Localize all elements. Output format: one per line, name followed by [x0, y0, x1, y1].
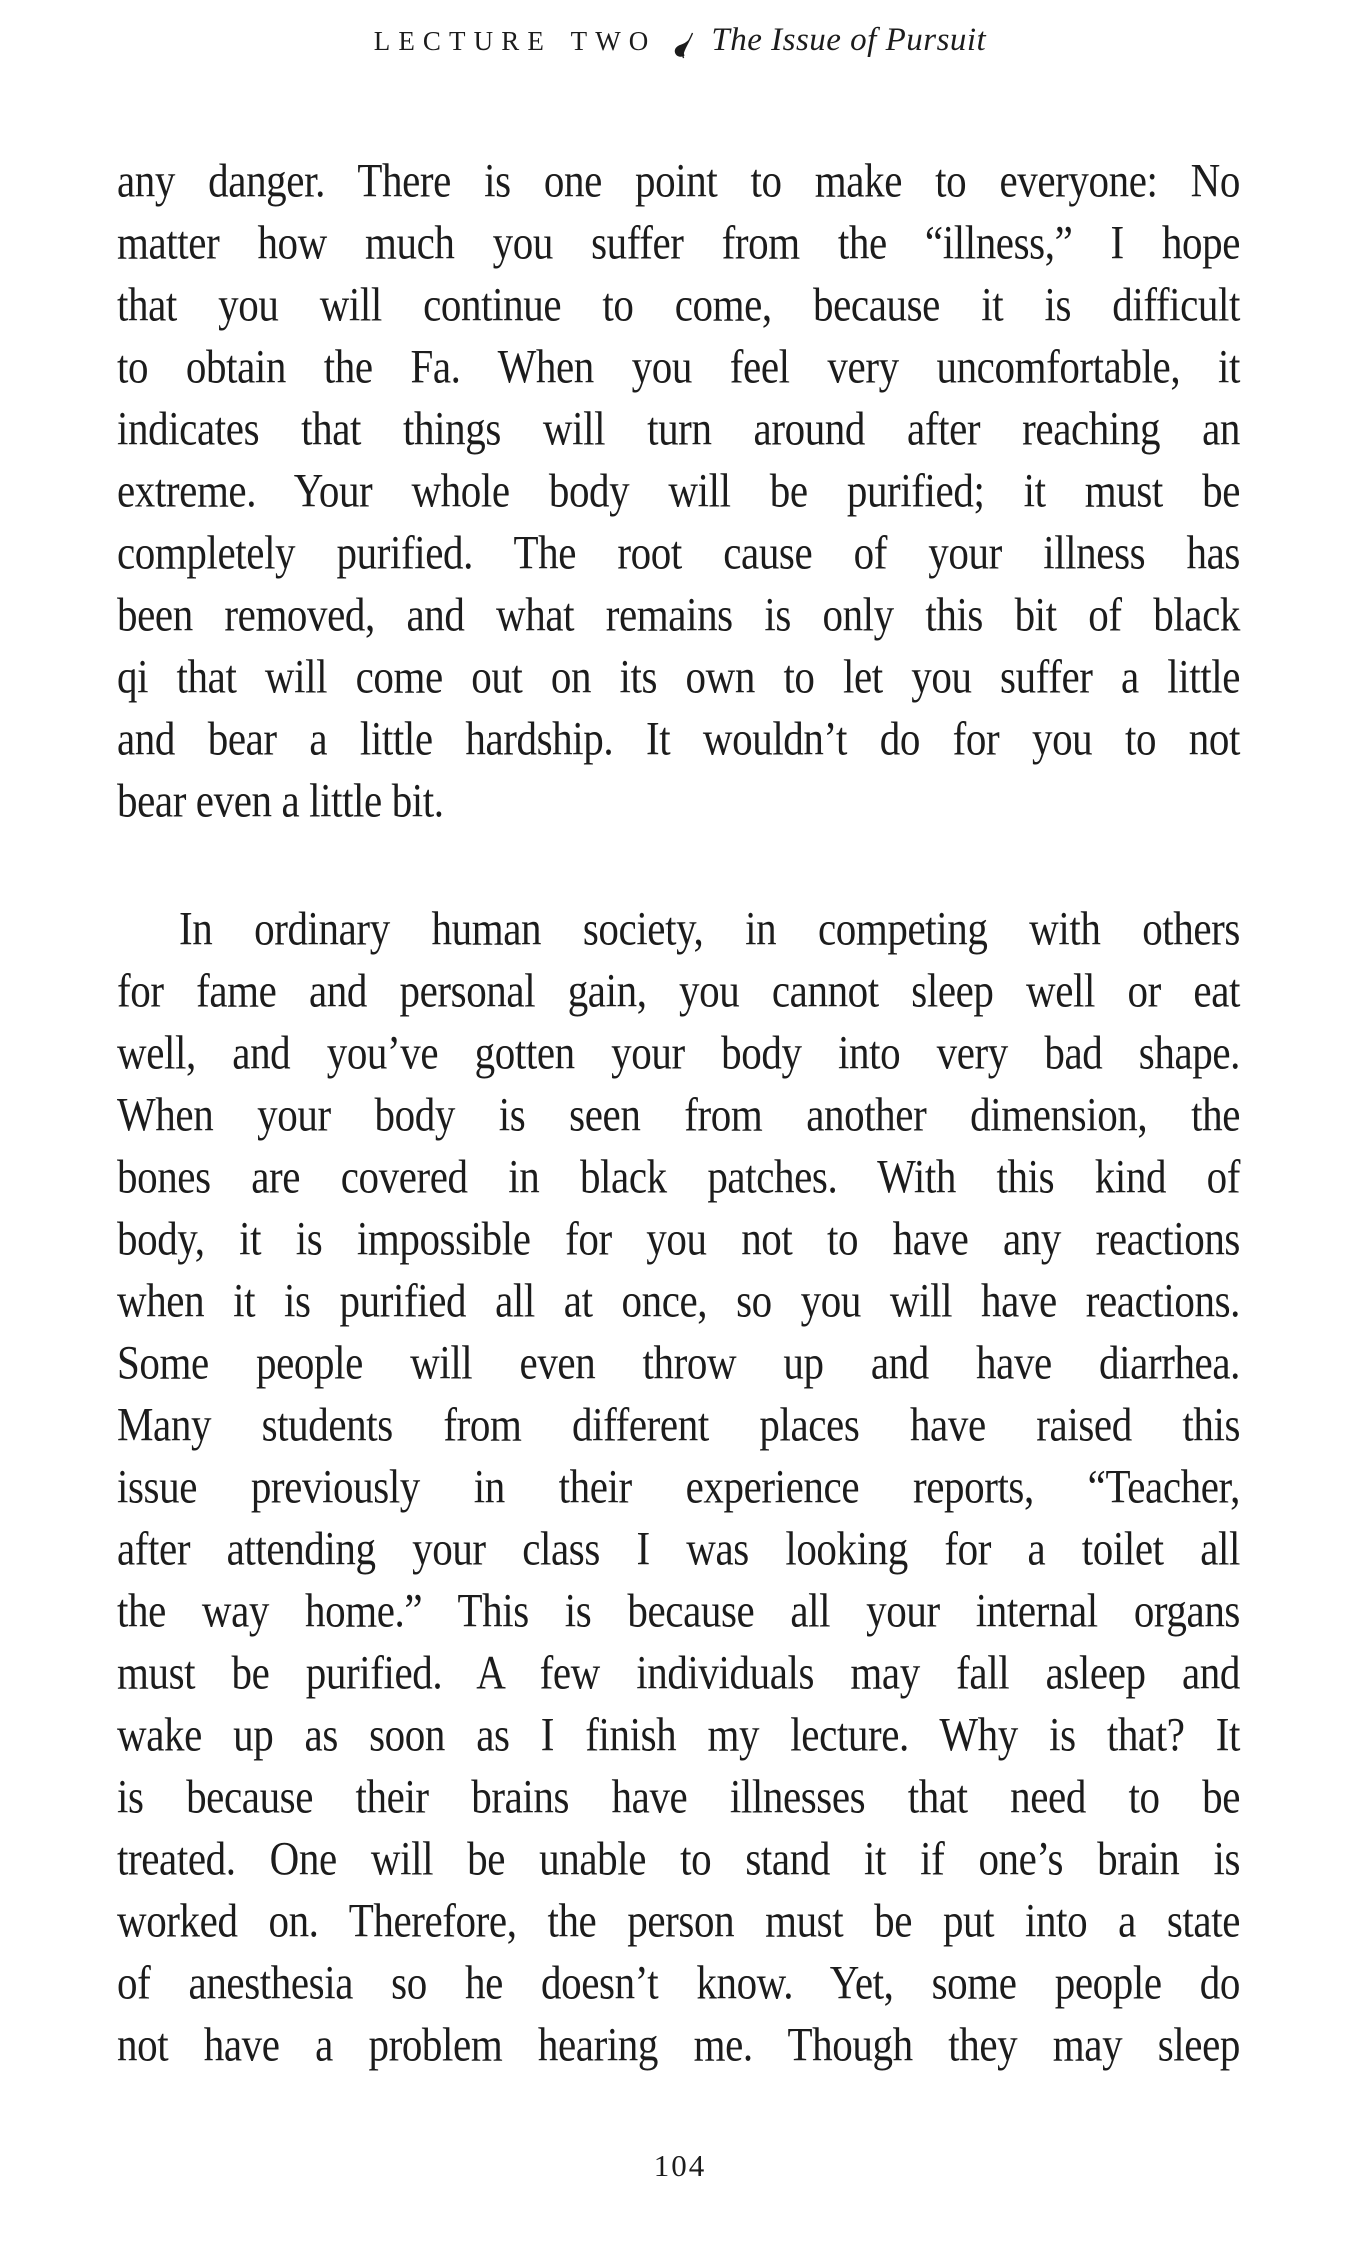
text-line: that you will continue to come, because it is difficult — [117, 277, 1240, 332]
text-line: not have a problem hearing me. Though they may sleep — [117, 2017, 1240, 2072]
text-line: been removed, and what remains is only this bit of black — [117, 587, 1240, 642]
text-line: bear even a little bit. — [117, 773, 444, 828]
text-line: well, and you’ve gotten your body into very bad shape. — [117, 1025, 1240, 1080]
running-head-section: LECTURE TWO — [373, 26, 657, 56]
text-line: qi that will come out on its own to let you suffer a little — [117, 649, 1240, 704]
text-line: and bear a little hardship. It wouldn’t do for you to not — [117, 711, 1240, 766]
page-number: 104 — [653, 2148, 707, 2183]
text-line: Some people will even throw up and have diarrhea. — [117, 1335, 1240, 1390]
hedera-leaf-icon — [671, 30, 696, 59]
text-line: worked on. Therefore, the person must be put into a state — [117, 1893, 1240, 1948]
running-head-title: The Issue of Pursuit — [711, 22, 987, 58]
text-line: treated. One will be unable to stand it if one’s brain is — [117, 1831, 1240, 1886]
text-line: is because their brains have illnesses that need to be — [117, 1769, 1240, 1824]
text-line: When your body is seen from another dimension, the — [117, 1087, 1240, 1142]
text-line: extreme. Your whole body will be purified; it must be — [117, 463, 1240, 518]
text-line: bones are covered in black patches. With this kind of — [117, 1149, 1240, 1204]
body-text — [117, 152, 1240, 2078]
text-line: completely purified. The root cause of your illness has — [117, 525, 1240, 580]
text-line: the way home.” This is because all your internal organs — [117, 1583, 1240, 1638]
text-line: to obtain the Fa. When you feel very uncomfortable, it — [117, 339, 1240, 394]
text-line: must be purified. A few individuals may fall asleep and — [117, 1645, 1240, 1700]
text-line: of anesthesia so he doesn’t know. Yet, some people do — [117, 1955, 1240, 2010]
text-line: matter how much you suffer from the “illness,” I hope — [117, 215, 1240, 270]
text-line: any danger. There is one point to make to everyone: No — [117, 153, 1240, 208]
text-line: In ordinary human society, in competing with others — [179, 901, 1240, 956]
text-line: issue previously in their experience reports, “Teacher, — [117, 1459, 1240, 1514]
running-head — [0, 22, 1360, 59]
text-line: wake up as soon as I finish my lecture. Why is that? It — [117, 1707, 1240, 1762]
text-line: body, it is impossible for you not to have any reactions — [117, 1211, 1240, 1266]
text-line: for fame and personal gain, you cannot sleep well or eat — [117, 963, 1240, 1018]
paragraph — [117, 152, 1240, 834]
text-line: Many students from different places have raised this — [117, 1397, 1240, 1452]
paragraph — [117, 900, 1240, 2078]
text-line: when it is purified all at once, so you will have reactions. — [117, 1273, 1240, 1328]
text-line: indicates that things will turn around after reaching an — [117, 401, 1240, 456]
text-line: after attending your class I was looking for a toilet all — [117, 1521, 1240, 1576]
